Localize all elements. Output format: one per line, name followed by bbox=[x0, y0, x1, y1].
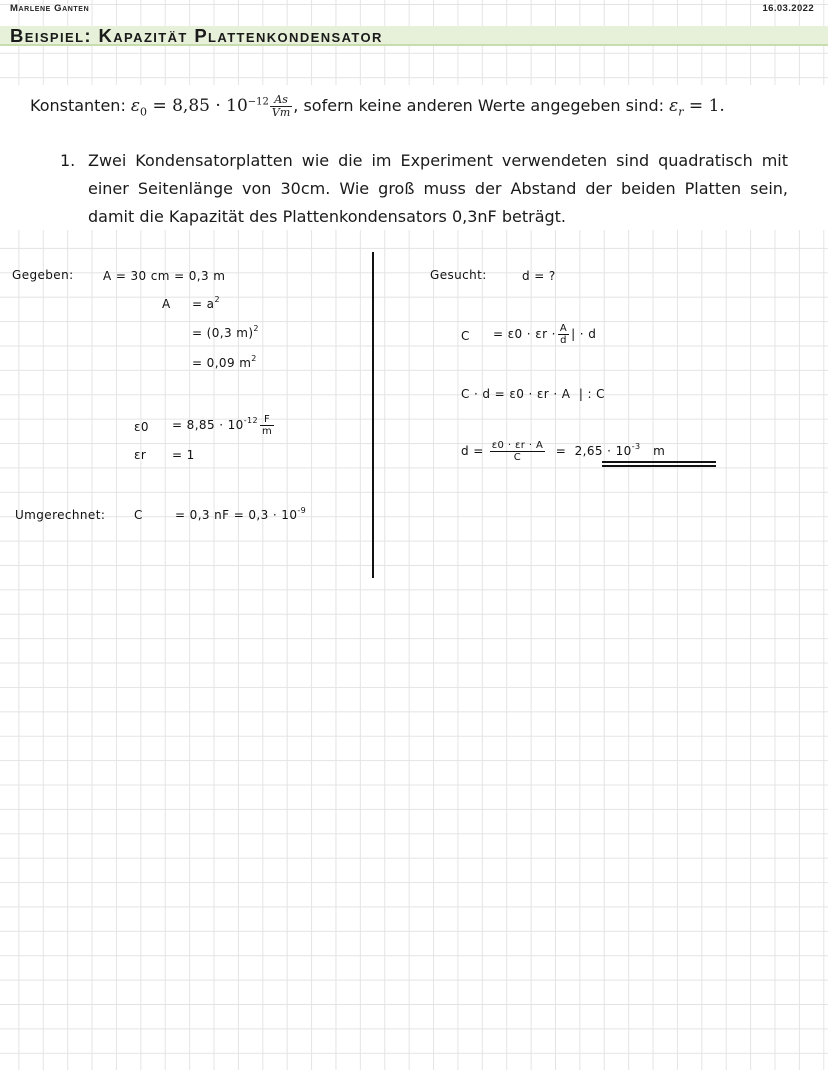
formula1-numerator: A bbox=[559, 323, 568, 334]
eps0-given-exponent: -12 bbox=[243, 416, 258, 425]
epsr-symbol: ε bbox=[669, 96, 679, 116]
area-substituted bbox=[192, 326, 259, 340]
formula3-result: 2,65 · 10 bbox=[574, 444, 632, 458]
capacity-converted-text: = 0,3 nF = 0,3 · 10 bbox=[175, 508, 298, 522]
area-result bbox=[192, 356, 257, 370]
gesucht-value: d = ? bbox=[522, 269, 556, 283]
area-substituted-exponent: 2 bbox=[253, 324, 259, 333]
eps0-unit-numerator: F bbox=[260, 414, 274, 426]
formula3-numerator: ε0 · εr · A bbox=[491, 440, 544, 451]
unit-fraction bbox=[270, 94, 292, 119]
constants-label: Konstanten: bbox=[30, 96, 131, 115]
unit-comma: , bbox=[293, 96, 299, 115]
formula3-exponent: -3 bbox=[631, 442, 641, 451]
area-substituted-text: = (0,3 m) bbox=[192, 326, 254, 340]
eps0-unit-denominator: m bbox=[261, 426, 273, 437]
area-result-text: = 0,09 m bbox=[192, 356, 252, 370]
eps0-symbol: ε bbox=[130, 96, 141, 116]
eps0-given-text: = 8,85 · 10 bbox=[172, 418, 244, 432]
given-side-length: A = 30 cm = 0,3 m bbox=[103, 269, 226, 283]
result-underline-1 bbox=[602, 461, 716, 463]
area-result-exponent: 2 bbox=[251, 354, 257, 363]
page-title: Beispiel: Kapazität Plattenkondensator bbox=[10, 25, 383, 46]
eps0-given-unit bbox=[260, 414, 274, 437]
eps0-given-value bbox=[172, 414, 276, 437]
column-divider bbox=[372, 252, 374, 578]
formula1-rhs bbox=[493, 323, 596, 346]
capacity-converted-exponent: -9 bbox=[297, 506, 307, 515]
capacity-converted bbox=[175, 508, 306, 522]
unit-numerator: As bbox=[270, 94, 292, 107]
formula2-operation: | : C bbox=[578, 387, 605, 401]
formula2 bbox=[461, 387, 605, 401]
formula3 bbox=[461, 440, 665, 463]
formula3-lhs: d = bbox=[461, 444, 484, 458]
author-name: Marlene Ganten bbox=[10, 3, 90, 14]
area-formula-text: = a bbox=[192, 297, 215, 311]
formula1-operation: | · d bbox=[571, 327, 597, 341]
formula1-text: = ε0 · εr · bbox=[493, 327, 556, 341]
formula1-fraction bbox=[558, 323, 569, 346]
eps0-subscript: 0 bbox=[140, 105, 148, 119]
epsr-value: = 1. bbox=[683, 96, 725, 116]
task-number: 1. bbox=[60, 151, 76, 170]
formula3-equals: = bbox=[555, 444, 567, 458]
gesucht-label: Gesucht: bbox=[430, 268, 487, 282]
constants-line bbox=[30, 94, 725, 119]
area-formula bbox=[192, 297, 220, 311]
formula1-lhs: C bbox=[461, 329, 470, 343]
constants-suffix: sofern keine anderen Werte angegeben sind: bbox=[298, 96, 670, 115]
eps0-value: = 8,85 · 10 bbox=[147, 96, 248, 116]
eps0-exponent: −12 bbox=[247, 96, 269, 108]
epsr-given-value: = 1 bbox=[172, 448, 195, 462]
umgerechnet-label: Umgerechnet: bbox=[15, 508, 106, 522]
capacity-lhs: C bbox=[134, 508, 143, 522]
area-formula-exponent: 2 bbox=[214, 295, 220, 304]
task-text: Zwei Kondensatorplatten wie die im Experiment verwendeten sind quadratisch mit einer Seitenlänge von 30cm. Wie groß muss der Abstand der beiden Platten sein, damit die Kapazität des Plattenkondensators 0,3nF beträgt. bbox=[88, 151, 788, 226]
formula3-denominator: C bbox=[513, 452, 522, 463]
unit-denominator: Vm bbox=[271, 106, 291, 119]
epsr-subscript: r bbox=[678, 105, 684, 119]
formula1-denominator: d bbox=[560, 335, 567, 346]
eps0-given-lhs: ε0 bbox=[134, 420, 149, 434]
document-date: 16.03.2022 bbox=[762, 3, 814, 14]
area-lhs: A bbox=[162, 297, 171, 311]
result-underline-2 bbox=[602, 465, 716, 467]
formula2-text: C · d = ε0 · εr · A bbox=[461, 387, 571, 401]
gegeben-label: Gegeben: bbox=[12, 268, 74, 282]
formula3-unit: m bbox=[653, 444, 666, 458]
formula3-fraction bbox=[490, 440, 546, 463]
epsr-given-lhs: εr bbox=[134, 448, 147, 462]
